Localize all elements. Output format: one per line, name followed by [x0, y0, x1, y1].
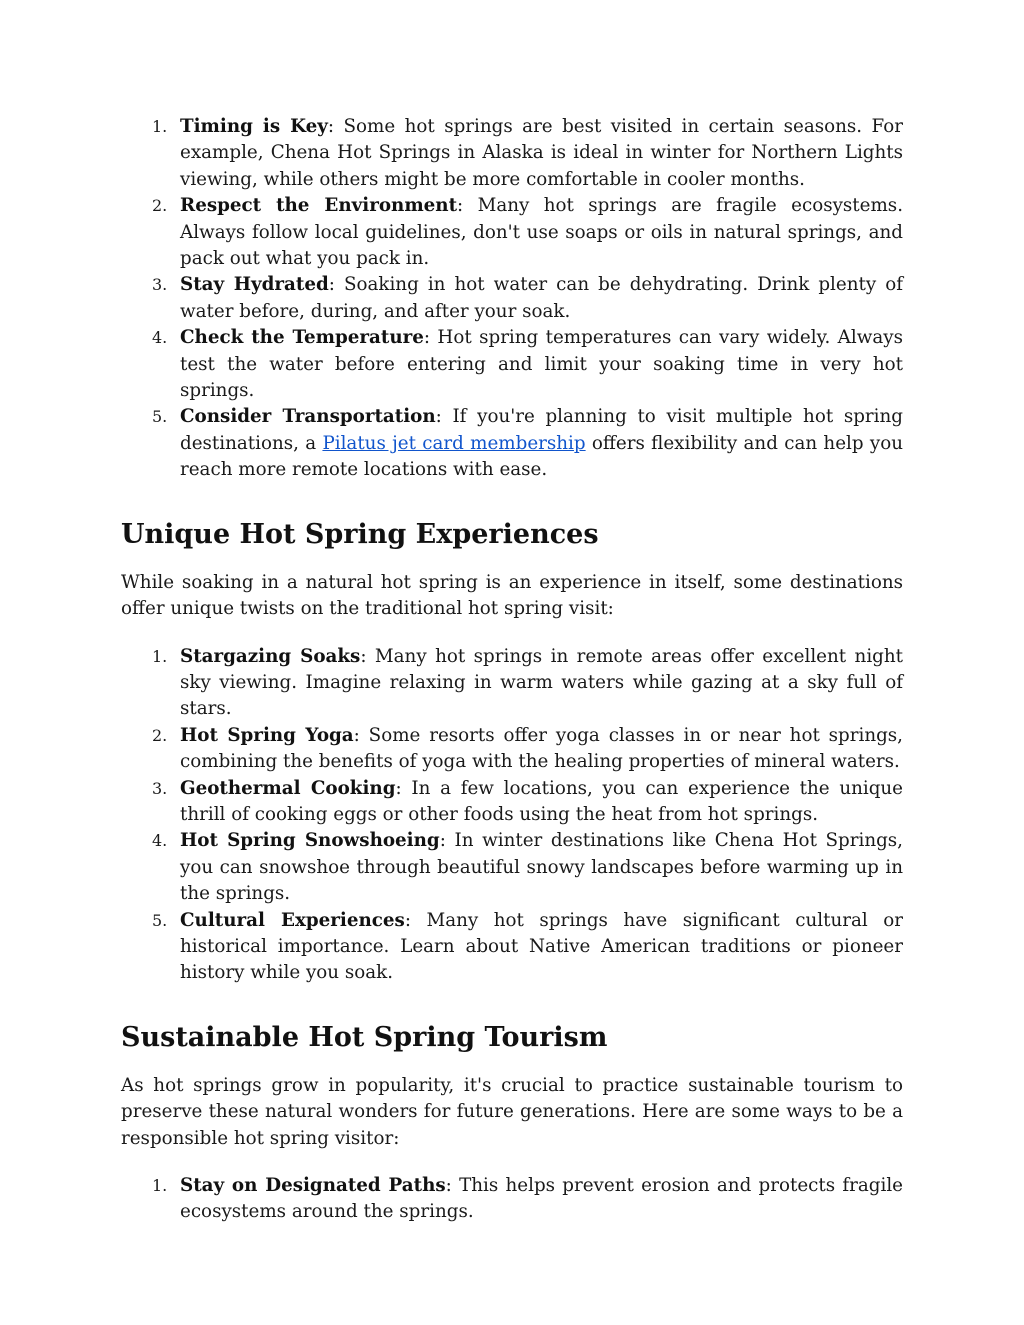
list-item-text: : In winter destinations like Chena Hot Springs, you can snowshoe through beautiful snowy landscapes before warming up in the springs.: [180, 830, 903, 905]
list-item: [121, 114, 903, 193]
list-item: [121, 325, 903, 404]
list-number: 3.: [152, 778, 168, 798]
list-item: [121, 404, 903, 483]
unique-intro-paragraph: While soaking in a natural hot spring is an experience in itself, some destinations offer unique twists on the traditional hot spring visit:: [121, 571, 903, 620]
list-item-term: Hot Spring Snowshoeing: [180, 830, 440, 852]
list-number: 4.: [152, 328, 168, 348]
list-item-term: Stay Hydrated: [180, 274, 329, 296]
list-item-term: Hot Spring Yoga: [180, 724, 354, 746]
list-item-text: : Many hot springs are fragile ecosystems. Always follow local guidelines, don't use soaps or oils in natural springs, and pack out what you pack in.: [180, 195, 904, 270]
list-number: 1.: [152, 117, 168, 136]
list-item-text: : If you're planning to visit multiple hot spring destinations, a: [180, 406, 903, 454]
pilatus-jet-card-link[interactable]: Pilatus jet card membership: [322, 432, 586, 454]
list-item-term: Consider Transportation: [180, 406, 436, 428]
list-item-term: Check the Temperature: [180, 327, 424, 349]
list-number: 1.: [152, 646, 168, 666]
list-item-term: Geothermal Cooking: [180, 777, 396, 799]
list-number: 2.: [152, 725, 168, 745]
list-item-term: Stay on Designated Paths: [180, 1175, 446, 1196]
list-item-term: Stargazing Soaks: [180, 645, 361, 667]
list-item: [121, 908, 903, 987]
document-page: [121, 114, 903, 1226]
list-item: [121, 776, 903, 829]
list-number: 5.: [152, 407, 168, 427]
list-item: [121, 193, 903, 272]
list-item-text: : In a few locations, you can experience the unique thrill of cooking eggs or other foods using the heat from hot springs.: [180, 777, 904, 825]
section-heading-unique: Unique Hot Spring Experiences: [121, 518, 599, 550]
list-item: [121, 723, 903, 776]
list-item-term: Timing is Key: [180, 116, 328, 137]
list-item-text: : Some resorts offer yoga classes in or near hot springs, combining the benefits of yoga with the healing properties of mineral waters.: [180, 724, 903, 773]
sustainable-tips-list: [121, 1173, 903, 1226]
list-item: [121, 828, 903, 907]
list-item-text: offers flexibility and can help you reach more remote locations with ease.: [180, 432, 903, 481]
unique-experiences-list: [121, 644, 903, 987]
section-heading-sustainable: Sustainable Hot Spring Tourism: [121, 1021, 608, 1053]
list-item-text: : Some hot springs are best visited in certain seasons. For example, Chena Hot Springs in Alaska is ideal in winter for Northern Lights viewing, while others might be more comfortable in cooler months.: [180, 116, 903, 190]
sustainable-intro-paragraph: As hot springs grow in popularity, it's crucial to practice sustainable tourism to preserve these natural wonders for future generations. Here are some ways to be a responsible hot spring visitor:: [121, 1074, 903, 1149]
list-item-text: : Many hot springs have significant cultural or historical importance. Learn about Native American traditions or pioneer history while you soak.: [180, 909, 904, 984]
tips-list: [121, 114, 903, 484]
list-number: 3.: [152, 275, 168, 295]
list-item-text: : This helps prevent erosion and protects fragile ecosystems around the springs.: [180, 1175, 903, 1223]
list-item: [121, 272, 903, 325]
list-item-text: : Soaking in hot water can be dehydrating. Drink plenty of water before, during, and after your soak.: [180, 274, 903, 322]
list-number: 4.: [152, 831, 168, 851]
list-number: 1.: [152, 1176, 168, 1195]
list-item: [121, 1173, 903, 1226]
list-number: 2.: [152, 196, 168, 216]
list-item-term: Respect the Environment: [180, 195, 458, 217]
list-item: [121, 644, 903, 723]
list-item-text: : Many hot springs in remote areas offer excellent night sky viewing. Imagine relaxing in warm waters while gazing at a sky full of stars.: [180, 645, 903, 720]
list-item-text: : Hot spring temperatures can vary widely. Always test the water before entering and limit your soaking time in very hot springs.: [180, 327, 903, 402]
list-item-term: Cultural Experiences: [180, 909, 405, 931]
list-number: 5.: [152, 910, 168, 930]
